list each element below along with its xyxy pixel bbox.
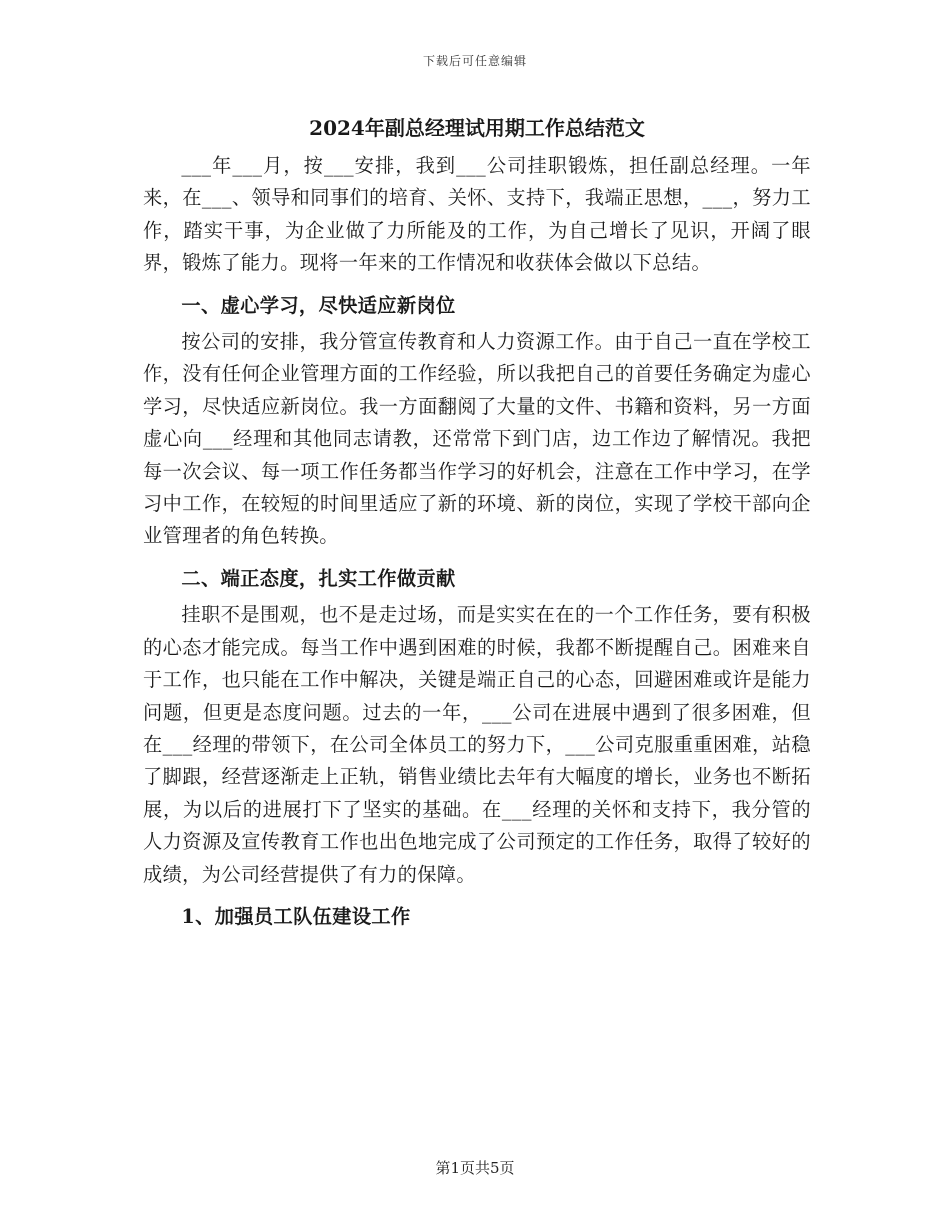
document-title: 2024年副总经理试用期工作总结范文 (309, 116, 645, 140)
document-body (143, 112, 811, 937)
page-number-footer: 第1页共5页 (435, 1159, 515, 1177)
intro-paragraph: ___年___月，按___安排，我到___公司挂职锻炼，担任副总经理。一年来，在___、领导和同事们的培育、关怀、支持下，我端正思想，___，努力工作，踏实干事，为企业做了力所能及的工作，为自己增长了见识，开阔了眼界，锻炼了能力。现将一年来的工作情况和收获体会做以下总结。 (143, 154, 811, 275)
header-note: 下载后可任意编辑 (422, 54, 527, 68)
section-1-paragraph: 按公司的安排，我分管宣传教育和人力资源工作。由于自己一直在学校工作，没有任何企业管理方面的工作经验，所以我把自己的首要任务确定为虚心学习，尽快适应新岗位。我一方面翻阅了大量的文件、书籍和资料，另一方面虚心向___经理和其他同志请教，还常常下到门店，边工作边了解情况。我把每一次会议、每一项工作任务都当作学习的好机会，注意在工作中学习，在学习中工作，在较短的时间里适应了新的环境、新的岗位，实现了学校干部向企业管理者的角色转换。 (143, 330, 811, 548)
section-heading-2: 二、端正态度，扎实工作做贡献 (181, 566, 456, 590)
section-heading-1: 一、虚心学习，尽快适应新岗位 (181, 293, 456, 317)
section-2-paragraph: 挂职不是围观，也不是走过场，而是实实在在的一个工作任务，要有积极的心态才能完成。每当工作中遇到困难的时候，我都不断提醒自己。困难来自于工作，也只能在工作中解决，关键是端正自己的心态，回避困难或许是能力问题，但更是态度问题。过去的一年，___公司在进展中遇到了很多困难，但在___经理的带领下，在公司全体员工的努力下，___公司克服重重困难，站稳了脚跟，经营逐渐走上正轨，销售业绩比去年有大幅度的增长，业务也不断拓展，为以后的进展打下了坚实的基础。在___经理的关怀和支持下，我分管的人力资源及宣传教育工作也出色地完成了公司预定的工作任务，取得了较好的成绩，为公司经营提供了有力的保障。 (143, 603, 811, 886)
subsection-heading-1: 1、加强员工队伍建设工作 (181, 904, 411, 928)
